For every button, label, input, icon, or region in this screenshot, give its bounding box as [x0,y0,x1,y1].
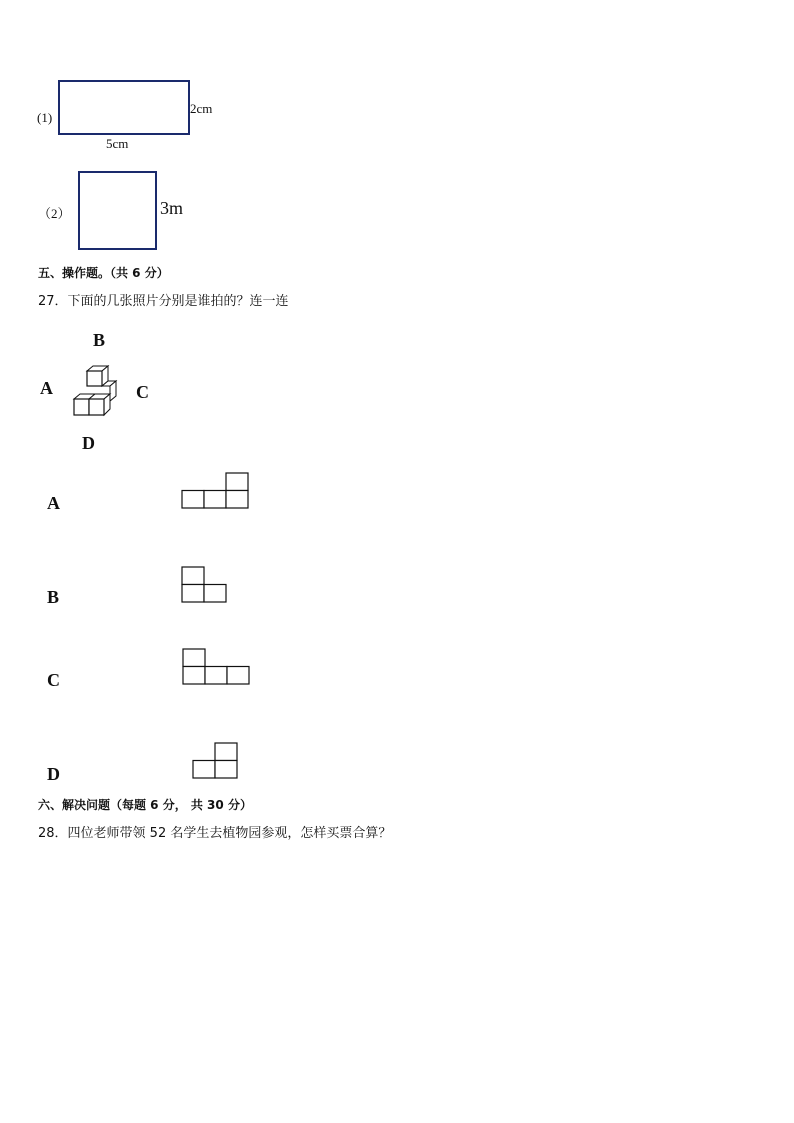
rectangle-figure [58,80,190,135]
view-c-shape [182,648,250,685]
section-6-heading: 六、解决问题（每题 6 分， 共 30 分） [38,798,252,812]
view-b-label: B [47,587,60,607]
cube-stack-illustration [70,365,120,417]
square-side-label: 3m [160,198,184,218]
question-28-text: 28．四位老师带领 52 名学生去植物园参观，怎样买票合算？ [38,826,392,841]
square-figure [78,171,157,250]
position-label-bottom: D [82,433,95,453]
view-a-label: A [47,493,60,513]
figure-2-label: （2） [38,206,71,221]
position-label-right: C [136,382,149,402]
section-5-heading: 五、操作题。（共 6 分） [38,266,169,280]
rectangle-width-label: 5cm [106,136,129,151]
view-d-label: D [47,764,60,784]
view-d-shape [192,742,238,779]
view-c-label: C [47,670,60,690]
view-b-shape [181,566,227,603]
view-a-shape [181,472,249,509]
position-label-left: A [40,378,53,398]
question-27-text: 27．下面的几张照片分别是谁拍的？连一连 [38,294,289,309]
figure-1-label: (1) [37,110,53,125]
position-label-top: B [93,330,106,350]
rectangle-height-label: 2cm [190,101,213,116]
